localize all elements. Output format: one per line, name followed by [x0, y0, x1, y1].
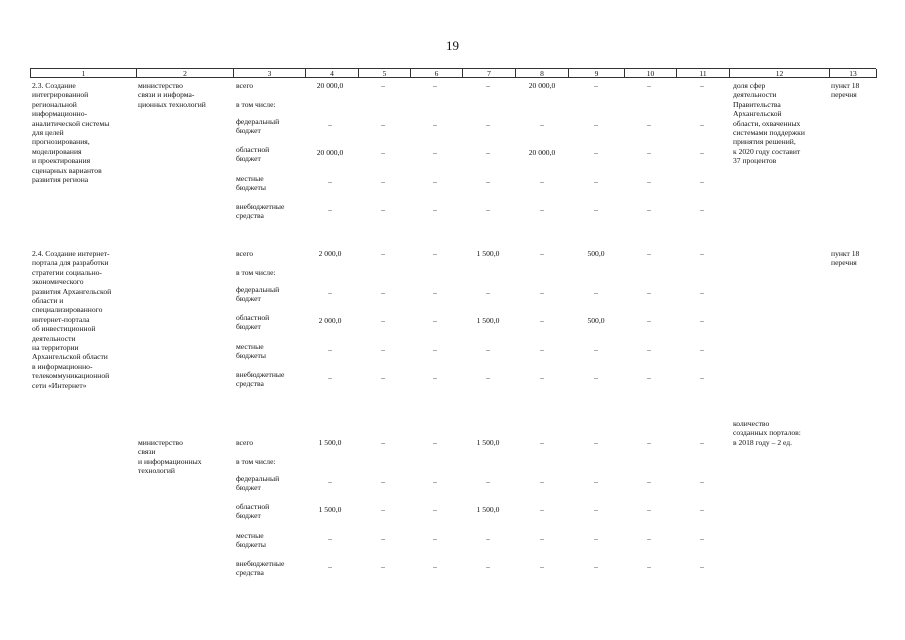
funding-value: –: [594, 205, 598, 214]
column-number-1: 1: [31, 69, 137, 78]
funding-value: –: [647, 148, 651, 157]
funding-value: –: [594, 81, 598, 90]
funding-source-label: федеральный бюджет: [236, 474, 280, 493]
funding-value: –: [486, 562, 490, 571]
funding-value: –: [647, 120, 651, 129]
row-2-4-result: количество созданных порталов: в 2018 году – 2 ед.: [733, 419, 801, 447]
funding-value: –: [433, 205, 437, 214]
funding-value: –: [647, 81, 651, 90]
funding-source-label: областной бюджет: [236, 145, 270, 164]
funding-value: –: [540, 477, 544, 486]
funding-value: 1 500,0: [476, 249, 500, 258]
funding-value: –: [540, 562, 544, 571]
funding-value: –: [594, 345, 598, 354]
funding-value: –: [540, 205, 544, 214]
funding-value: –: [433, 534, 437, 543]
funding-source-label: внебюджетные средства: [236, 559, 285, 578]
funding-value: –: [486, 81, 490, 90]
column-number-5: 5: [359, 69, 411, 78]
funding-value: –: [594, 438, 598, 447]
column-number-12: 12: [730, 69, 830, 78]
funding-value: –: [486, 534, 490, 543]
funding-source-label: местные бюджеты: [236, 174, 266, 193]
funding-value: –: [433, 373, 437, 382]
funding-value: –: [540, 316, 544, 325]
column-number-13: 13: [830, 69, 877, 78]
funding-value: –: [486, 177, 490, 186]
funding-value: –: [647, 316, 651, 325]
row-2-3-result: доля сфер деятельности Правительства Архангельской области, охваченных системами поддержки принятия решений, к 2020 году составит 37 процентов: [733, 81, 805, 166]
funding-value: –: [328, 345, 332, 354]
funding-value: 20 000,0: [528, 81, 556, 90]
funding-value: 2 000,0: [318, 316, 342, 325]
column-number-2: 2: [137, 69, 234, 78]
funding-value: –: [647, 373, 651, 382]
funding-value: –: [381, 345, 385, 354]
funding-value: 1 500,0: [476, 316, 500, 325]
column-number-10: 10: [625, 69, 677, 78]
funding-value: –: [700, 148, 704, 157]
funding-value: –: [486, 477, 490, 486]
funding-value: –: [381, 562, 385, 571]
funding-value: –: [647, 477, 651, 486]
funding-value: –: [328, 373, 332, 382]
funding-source-label: местные бюджеты: [236, 531, 266, 550]
column-number-9: 9: [569, 69, 625, 78]
funding-value: –: [433, 120, 437, 129]
funding-value: –: [540, 505, 544, 514]
funding-value: –: [700, 205, 704, 214]
page-number: 19: [446, 38, 459, 53]
funding-value: –: [328, 205, 332, 214]
funding-value: –: [486, 345, 490, 354]
funding-value: –: [328, 288, 332, 297]
funding-value: –: [540, 438, 544, 447]
funding-value: –: [647, 205, 651, 214]
funding-value: –: [594, 477, 598, 486]
funding-value: –: [381, 177, 385, 186]
funding-value: –: [540, 249, 544, 258]
funding-value: –: [647, 288, 651, 297]
funding-value: –: [328, 120, 332, 129]
column-number-4: 4: [306, 69, 359, 78]
funding-source-label: в том числе:: [236, 457, 276, 466]
funding-value: 1 500,0: [318, 505, 342, 514]
funding-value: 500,0: [587, 249, 605, 258]
funding-source-label: всего: [236, 81, 254, 90]
funding-value: –: [433, 477, 437, 486]
funding-value: –: [700, 316, 704, 325]
funding-value: –: [700, 562, 704, 571]
funding-value: –: [381, 148, 385, 157]
funding-value: –: [381, 205, 385, 214]
funding-value: –: [647, 505, 651, 514]
funding-value: –: [647, 249, 651, 258]
funding-value: –: [381, 373, 385, 382]
funding-source-label: областной бюджет: [236, 313, 270, 332]
funding-value: 20 000,0: [316, 148, 344, 157]
funding-value: –: [700, 81, 704, 90]
row-2-4-executor: министерство связи и информационных технологий: [138, 438, 202, 476]
funding-value: –: [486, 120, 490, 129]
row-2-3-measure: 2.3. Создание интегрированной региональной информационно- аналитической системы для целей прогнозирования, моделирования и проектирования сценарных вариантов развития региона: [32, 81, 110, 185]
funding-value: –: [433, 505, 437, 514]
funding-source-label: федеральный бюджет: [236, 117, 280, 136]
row-2-3-basis: пункт 18 перечня: [831, 81, 860, 100]
funding-value: –: [594, 288, 598, 297]
funding-value: –: [700, 477, 704, 486]
funding-value: –: [700, 534, 704, 543]
funding-value: –: [540, 120, 544, 129]
funding-value: –: [700, 505, 704, 514]
funding-value: –: [328, 562, 332, 571]
funding-value: –: [328, 534, 332, 543]
funding-value: –: [594, 148, 598, 157]
funding-value: 20 000,0: [528, 148, 556, 157]
funding-source-label: областной бюджет: [236, 502, 270, 521]
funding-value: –: [433, 177, 437, 186]
funding-value: –: [433, 288, 437, 297]
funding-value: –: [647, 177, 651, 186]
funding-source-label: всего: [236, 249, 254, 258]
funding-value: –: [700, 438, 704, 447]
funding-value: –: [594, 505, 598, 514]
funding-source-label: в том числе:: [236, 100, 276, 109]
funding-source-label: местные бюджеты: [236, 342, 266, 361]
funding-value: 2 000,0: [318, 249, 342, 258]
funding-value: –: [594, 562, 598, 571]
funding-value: –: [594, 534, 598, 543]
row-2-4-measure: 2.4. Создание интернет- портала для разработки стратегии социально- экономического развития Архангельской области и специализированного интернет-портала об инвестиционной деятельности на территории Архангельской области в информационно- телекоммуникационной сети «Интернет»: [32, 249, 112, 390]
funding-value: –: [433, 316, 437, 325]
funding-value: –: [486, 373, 490, 382]
funding-value: –: [486, 148, 490, 157]
funding-value: –: [700, 345, 704, 354]
funding-value: –: [647, 534, 651, 543]
funding-value: –: [486, 288, 490, 297]
funding-value: –: [381, 81, 385, 90]
funding-value: –: [381, 477, 385, 486]
funding-value: –: [433, 148, 437, 157]
row-2-3-executor: министерство связи и информа- ционных технологий: [138, 81, 206, 109]
funding-value: –: [381, 316, 385, 325]
funding-value: –: [700, 120, 704, 129]
funding-value: –: [381, 120, 385, 129]
funding-value: 1 500,0: [476, 505, 500, 514]
funding-value: –: [700, 373, 704, 382]
column-number-6: 6: [411, 69, 463, 78]
funding-value: –: [433, 345, 437, 354]
funding-value: –: [433, 562, 437, 571]
funding-value: –: [328, 177, 332, 186]
funding-value: –: [700, 177, 704, 186]
funding-value: 20 000,0: [316, 81, 344, 90]
funding-value: –: [381, 534, 385, 543]
funding-value: –: [647, 562, 651, 571]
column-number-11: 11: [677, 69, 730, 78]
funding-value: –: [328, 477, 332, 486]
funding-value: –: [433, 438, 437, 447]
funding-value: –: [381, 249, 385, 258]
column-number-7: 7: [463, 69, 516, 78]
funding-value: –: [540, 373, 544, 382]
funding-value: –: [594, 373, 598, 382]
funding-value: –: [381, 438, 385, 447]
funding-value: –: [540, 345, 544, 354]
funding-value: –: [594, 177, 598, 186]
funding-value: –: [700, 249, 704, 258]
funding-value: –: [381, 505, 385, 514]
funding-value: –: [433, 249, 437, 258]
column-number-8: 8: [516, 69, 569, 78]
funding-value: –: [540, 288, 544, 297]
column-number-header: [30, 68, 876, 78]
funding-value: –: [433, 81, 437, 90]
row-2-4-basis: пункт 18 перечня: [831, 249, 860, 268]
funding-value: –: [700, 288, 704, 297]
funding-source-label: внебюджетные средства: [236, 202, 285, 221]
funding-value: 1 500,0: [318, 438, 342, 447]
funding-source-label: в том числе:: [236, 268, 276, 277]
funding-source-label: всего: [236, 438, 254, 447]
funding-source-label: федеральный бюджет: [236, 285, 280, 304]
column-number-3: 3: [234, 69, 306, 78]
funding-value: –: [594, 120, 598, 129]
funding-value: –: [540, 177, 544, 186]
funding-value: –: [647, 345, 651, 354]
funding-value: –: [540, 534, 544, 543]
funding-value: –: [486, 205, 490, 214]
funding-value: 500,0: [587, 316, 605, 325]
funding-value: –: [647, 438, 651, 447]
funding-value: –: [381, 288, 385, 297]
funding-value: 1 500,0: [476, 438, 500, 447]
funding-source-label: внебюджетные средства: [236, 370, 285, 389]
